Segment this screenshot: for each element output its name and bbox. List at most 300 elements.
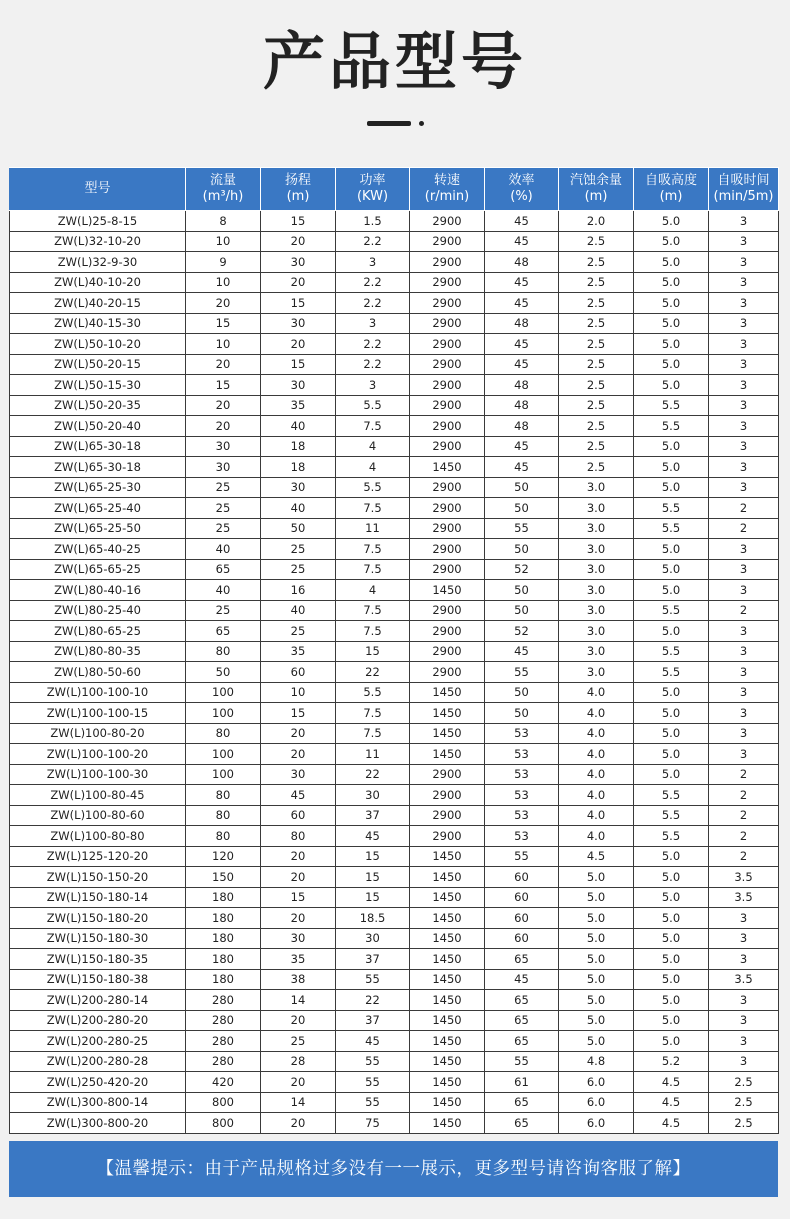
table-cell: 53 (485, 805, 559, 826)
table-cell: 5.0 (634, 887, 709, 908)
table-cell: ZW(L)65-25-30 (10, 477, 186, 498)
table-cell: 18.5 (336, 908, 410, 929)
table-cell: 2900 (410, 785, 485, 806)
table-cell: 5.0 (634, 949, 709, 970)
table-cell: 180 (186, 887, 261, 908)
table-cell: 25 (186, 600, 261, 621)
table-cell: ZW(L)150-180-38 (10, 969, 186, 990)
table-cell: 10 (186, 334, 261, 355)
table-cell: 45 (485, 457, 559, 478)
table-cell: 3 (709, 252, 779, 273)
table-row (10, 1031, 779, 1052)
table-cell: 15 (261, 887, 336, 908)
table-cell: 60 (485, 908, 559, 929)
table-row (10, 846, 779, 867)
table-cell: 55 (336, 1072, 410, 1093)
header-npsh: 汽蚀余量 (m) (559, 168, 634, 211)
table-row (10, 1010, 779, 1031)
table-cell: 48 (485, 395, 559, 416)
table-cell: 3 (709, 1010, 779, 1031)
table-cell: 3 (709, 662, 779, 683)
table-cell: 5.0 (559, 990, 634, 1011)
table-cell: 1450 (410, 908, 485, 929)
table-cell: 3 (709, 457, 779, 478)
table-cell: 5.5 (634, 416, 709, 437)
table-cell: 37 (336, 1010, 410, 1031)
table-cell: 20 (261, 846, 336, 867)
table-cell: 2 (709, 498, 779, 519)
table-row (10, 949, 779, 970)
table-cell: 1450 (410, 887, 485, 908)
table-cell: 2.2 (336, 231, 410, 252)
table-cell: 3 (709, 293, 779, 314)
table-cell: 2900 (410, 334, 485, 355)
table-row (10, 928, 779, 949)
table-cell: ZW(L)65-65-25 (10, 559, 186, 580)
table-cell: 15 (336, 887, 410, 908)
table-row (10, 662, 779, 683)
table-cell: 1450 (410, 928, 485, 949)
table-cell: 2 (709, 826, 779, 847)
table-cell: 28 (261, 1051, 336, 1072)
table-cell: 180 (186, 949, 261, 970)
table-cell: 20 (261, 908, 336, 929)
table-cell: 7.5 (336, 703, 410, 724)
table-cell: 7.5 (336, 621, 410, 642)
table-cell: 55 (336, 1051, 410, 1072)
table-cell: 5.0 (634, 969, 709, 990)
table-row (10, 764, 779, 785)
table-cell: 7.5 (336, 600, 410, 621)
table-cell: ZW(L)125-120-20 (10, 846, 186, 867)
table-cell: 2900 (410, 641, 485, 662)
table-cell: 4.5 (634, 1092, 709, 1113)
table-cell: 65 (485, 990, 559, 1011)
table-cell: 3 (709, 334, 779, 355)
table-cell: 3 (709, 559, 779, 580)
table-cell: 2900 (410, 416, 485, 437)
table-cell: 65 (485, 1113, 559, 1134)
table-cell: ZW(L)32-9-30 (10, 252, 186, 273)
table-cell: 2900 (410, 539, 485, 560)
table-cell: 4 (336, 436, 410, 457)
table-cell: 65 (186, 559, 261, 580)
table-cell: 2900 (410, 293, 485, 314)
table-cell: 20 (186, 416, 261, 437)
table-cell: 15 (336, 846, 410, 867)
table-cell: 2900 (410, 559, 485, 580)
table-cell: 2.2 (336, 293, 410, 314)
table-header-row (10, 168, 779, 211)
table-cell: 40 (186, 580, 261, 601)
table-cell: 1450 (410, 1051, 485, 1072)
table-cell: 10 (186, 272, 261, 293)
table-cell: 20 (261, 1113, 336, 1134)
table-cell: 1.5 (336, 211, 410, 232)
table-cell: 3.0 (559, 518, 634, 539)
table-cell: 180 (186, 969, 261, 990)
table-cell: 2900 (410, 498, 485, 519)
table-cell: 2900 (410, 395, 485, 416)
table-cell: ZW(L)50-20-40 (10, 416, 186, 437)
title-underline (367, 121, 411, 126)
table-cell: 30 (336, 785, 410, 806)
table-cell: 5.5 (336, 682, 410, 703)
table-cell: 65 (485, 1031, 559, 1052)
table-cell: 65 (485, 949, 559, 970)
table-cell: ZW(L)40-10-20 (10, 272, 186, 293)
table-cell: ZW(L)100-80-20 (10, 723, 186, 744)
table-cell: 2900 (410, 375, 485, 396)
table-cell: 52 (485, 621, 559, 642)
table-cell: 5.0 (559, 1010, 634, 1031)
table-cell: 52 (485, 559, 559, 580)
table-cell: 3 (709, 436, 779, 457)
table-cell: 4.0 (559, 764, 634, 785)
table-cell: 2900 (410, 354, 485, 375)
table-cell: 2.5 (709, 1072, 779, 1093)
table-cell: 5.5 (336, 395, 410, 416)
table-cell: 3.0 (559, 621, 634, 642)
header-model: 型号 (10, 168, 186, 211)
table-cell: 4.0 (559, 785, 634, 806)
table-cell: 3.0 (559, 498, 634, 519)
table-cell: 11 (336, 518, 410, 539)
table-cell: 5.0 (634, 293, 709, 314)
table-cell: 8 (186, 211, 261, 232)
table-cell: 5.0 (634, 928, 709, 949)
table-cell: 4.5 (634, 1072, 709, 1093)
header-flow: 流量 (m³/h) (186, 168, 261, 211)
table-cell: 5.0 (634, 744, 709, 765)
table-cell: 3 (709, 354, 779, 375)
table-cell: 3 (709, 908, 779, 929)
table-cell: 15 (186, 375, 261, 396)
table-cell: ZW(L)100-80-45 (10, 785, 186, 806)
table-cell: 5.0 (634, 621, 709, 642)
table-cell: ZW(L)80-40-16 (10, 580, 186, 601)
table-cell: 5.0 (634, 990, 709, 1011)
table-row (10, 1092, 779, 1113)
table-cell: 45 (485, 969, 559, 990)
table-cell: 100 (186, 744, 261, 765)
table-cell: 2.5 (559, 231, 634, 252)
page-title: 产品型号 (262, 25, 527, 98)
table-cell: 7.5 (336, 559, 410, 580)
table-cell: 30 (261, 477, 336, 498)
table-cell: 7.5 (336, 539, 410, 560)
table-row (10, 416, 779, 437)
table-cell: 2 (709, 600, 779, 621)
table-cell: 2.2 (336, 272, 410, 293)
table-cell: 2.5 (709, 1092, 779, 1113)
table-cell: 1450 (410, 846, 485, 867)
table-cell: 5.0 (634, 703, 709, 724)
table-cell: 1450 (410, 682, 485, 703)
table-cell: 45 (336, 826, 410, 847)
table-cell: 5.0 (634, 764, 709, 785)
table-cell: 5.0 (634, 457, 709, 478)
table-cell: 3 (709, 928, 779, 949)
table-cell: 1450 (410, 969, 485, 990)
table-cell: ZW(L)250-420-20 (10, 1072, 186, 1093)
table-cell: 1450 (410, 867, 485, 888)
table-cell: 40 (261, 498, 336, 519)
table-cell: 2900 (410, 313, 485, 334)
table-cell: 5.0 (634, 231, 709, 252)
table-cell: 50 (485, 600, 559, 621)
table-cell: 2 (709, 805, 779, 826)
table-cell: 45 (485, 641, 559, 662)
table-cell: 11 (336, 744, 410, 765)
table-cell: 55 (336, 969, 410, 990)
table-cell: 35 (261, 949, 336, 970)
table-cell: 10 (186, 231, 261, 252)
header-priming-time: 自吸时间 (min/5m) (709, 168, 779, 211)
table-cell: ZW(L)200-280-25 (10, 1031, 186, 1052)
table-cell: 3 (709, 1031, 779, 1052)
table-cell: 3 (709, 416, 779, 437)
table-cell: 20 (261, 1072, 336, 1093)
table-cell: 25 (186, 477, 261, 498)
table-row (10, 580, 779, 601)
table-cell: 65 (485, 1010, 559, 1031)
table-row (10, 969, 779, 990)
table-cell: 30 (186, 436, 261, 457)
table-cell: 18 (261, 457, 336, 478)
table-cell: 4.0 (559, 703, 634, 724)
table-cell: 25 (261, 559, 336, 580)
table-cell: 5.5 (634, 498, 709, 519)
table-cell: 3.5 (709, 969, 779, 990)
table-cell: 20 (261, 231, 336, 252)
table-cell: 22 (336, 764, 410, 785)
table-cell: 80 (186, 641, 261, 662)
table-cell: 2.2 (336, 354, 410, 375)
table-row (10, 887, 779, 908)
table-cell: 280 (186, 1010, 261, 1031)
table-cell: 3 (709, 395, 779, 416)
table-cell: 5.0 (634, 252, 709, 273)
table-cell: 20 (261, 334, 336, 355)
table-cell: 55 (485, 846, 559, 867)
table-cell: 2900 (410, 518, 485, 539)
table-cell: 3 (709, 1051, 779, 1072)
table-cell: 45 (485, 436, 559, 457)
table-cell: 18 (261, 436, 336, 457)
table-row (10, 375, 779, 396)
table-cell: 50 (261, 518, 336, 539)
table-cell: 2.5 (559, 334, 634, 355)
table-cell: 2900 (410, 252, 485, 273)
table-cell: 2.0 (559, 211, 634, 232)
table-cell: 3 (709, 641, 779, 662)
table-cell: 15 (261, 211, 336, 232)
table-cell: ZW(L)32-10-20 (10, 231, 186, 252)
table-cell: 45 (485, 354, 559, 375)
table-row (10, 457, 779, 478)
table-cell: 30 (261, 764, 336, 785)
table-cell: 48 (485, 416, 559, 437)
table-cell: 40 (186, 539, 261, 560)
table-cell: 20 (261, 272, 336, 293)
table-row (10, 272, 779, 293)
table-cell: 1450 (410, 1092, 485, 1113)
spec-table (9, 167, 779, 1134)
table-cell: ZW(L)150-180-35 (10, 949, 186, 970)
table-row (10, 436, 779, 457)
table-row (10, 723, 779, 744)
table-cell: 5.0 (634, 867, 709, 888)
table-cell: 2.5 (559, 457, 634, 478)
table-cell: 14 (261, 1092, 336, 1113)
table-cell: 25 (186, 518, 261, 539)
table-cell: 3 (709, 477, 779, 498)
table-cell: 30 (261, 375, 336, 396)
table-cell: 60 (261, 662, 336, 683)
table-cell: ZW(L)80-80-35 (10, 641, 186, 662)
table-cell: 60 (485, 887, 559, 908)
table-cell: ZW(L)300-800-14 (10, 1092, 186, 1113)
table-cell: 3.0 (559, 662, 634, 683)
table-cell: ZW(L)25-8-15 (10, 211, 186, 232)
table-cell: ZW(L)40-15-30 (10, 313, 186, 334)
table-cell: 4.5 (634, 1113, 709, 1134)
table-cell: 120 (186, 846, 261, 867)
table-row (10, 539, 779, 560)
table-cell: 4.0 (559, 826, 634, 847)
table-cell: 50 (485, 682, 559, 703)
table-cell: ZW(L)150-150-20 (10, 867, 186, 888)
table-cell: 20 (261, 867, 336, 888)
table-cell: 22 (336, 990, 410, 1011)
table-cell: 3 (709, 723, 779, 744)
table-cell: 50 (485, 539, 559, 560)
table-cell: 50 (485, 703, 559, 724)
table-cell: 3 (709, 231, 779, 252)
table-cell: 2900 (410, 621, 485, 642)
table-row (10, 293, 779, 314)
table-cell: 3 (336, 313, 410, 334)
table-cell: 5.0 (634, 436, 709, 457)
table-cell: ZW(L)80-65-25 (10, 621, 186, 642)
table-cell: 1450 (410, 457, 485, 478)
table-cell: 53 (485, 826, 559, 847)
table-row (10, 1072, 779, 1093)
table-cell: 2 (709, 518, 779, 539)
table-cell: ZW(L)50-20-35 (10, 395, 186, 416)
table-cell: 100 (186, 682, 261, 703)
table-cell: 2.5 (559, 416, 634, 437)
table-cell: 5.0 (634, 1010, 709, 1031)
table-cell: 5.0 (634, 908, 709, 929)
table-cell: 38 (261, 969, 336, 990)
table-cell: 2900 (410, 436, 485, 457)
table-cell: 1450 (410, 723, 485, 744)
table-cell: 5.5 (634, 395, 709, 416)
table-cell: 5.0 (559, 949, 634, 970)
table-cell: 53 (485, 785, 559, 806)
table-cell: ZW(L)150-180-20 (10, 908, 186, 929)
table-cell: 25 (261, 621, 336, 642)
table-cell: 5.0 (559, 1031, 634, 1052)
title-dot (419, 121, 424, 126)
table-cell: 2.5 (709, 1113, 779, 1134)
table-cell: 25 (186, 498, 261, 519)
table-cell: 3 (709, 990, 779, 1011)
table-cell: ZW(L)150-180-14 (10, 887, 186, 908)
table-row (10, 621, 779, 642)
table-cell: ZW(L)50-15-30 (10, 375, 186, 396)
table-cell: 5.0 (634, 682, 709, 703)
table-cell: 3.0 (559, 539, 634, 560)
table-cell: 3.0 (559, 559, 634, 580)
table-cell: ZW(L)100-100-15 (10, 703, 186, 724)
table-cell: 4.0 (559, 682, 634, 703)
table-cell: 150 (186, 867, 261, 888)
table-cell: 4.8 (559, 1051, 634, 1072)
table-row (10, 354, 779, 375)
table-row (10, 334, 779, 355)
table-cell: 3 (709, 580, 779, 601)
table-cell: 48 (485, 313, 559, 334)
table-cell: 15 (261, 354, 336, 375)
table-cell: 5.5 (634, 805, 709, 826)
table-cell: 45 (485, 334, 559, 355)
table-cell: 3 (709, 703, 779, 724)
table-cell: 10 (261, 682, 336, 703)
table-cell: 48 (485, 375, 559, 396)
table-cell: 40 (261, 600, 336, 621)
table-cell: 50 (186, 662, 261, 683)
table-cell: ZW(L)100-80-60 (10, 805, 186, 826)
table-cell: ZW(L)100-80-80 (10, 826, 186, 847)
table-row (10, 1051, 779, 1072)
table-cell: 45 (485, 211, 559, 232)
table-cell: 60 (485, 867, 559, 888)
table-cell: 3 (709, 211, 779, 232)
table-cell: 3 (709, 744, 779, 765)
table-cell: 5.0 (559, 928, 634, 949)
table-cell: 5.5 (336, 477, 410, 498)
table-cell: ZW(L)40-20-15 (10, 293, 186, 314)
table-cell: 20 (186, 293, 261, 314)
table-cell: 60 (261, 805, 336, 826)
table-cell: 5.0 (634, 580, 709, 601)
table-cell: 2 (709, 785, 779, 806)
table-cell: 7.5 (336, 498, 410, 519)
table-cell: 35 (261, 395, 336, 416)
table-cell: 15 (186, 313, 261, 334)
table-cell: 61 (485, 1072, 559, 1093)
table-cell: 5.0 (634, 723, 709, 744)
table-cell: 60 (485, 928, 559, 949)
table-cell: 1450 (410, 744, 485, 765)
table-cell: 80 (261, 826, 336, 847)
table-cell: 800 (186, 1092, 261, 1113)
table-cell: 9 (186, 252, 261, 273)
table-cell: 2900 (410, 231, 485, 252)
table-cell: ZW(L)200-280-14 (10, 990, 186, 1011)
table-cell: 15 (261, 703, 336, 724)
table-cell: 2900 (410, 477, 485, 498)
table-cell: 2.2 (336, 334, 410, 355)
table-row (10, 252, 779, 273)
table-row (10, 211, 779, 232)
table-cell: 280 (186, 990, 261, 1011)
table-cell: 3 (709, 682, 779, 703)
table-cell: 45 (336, 1031, 410, 1052)
